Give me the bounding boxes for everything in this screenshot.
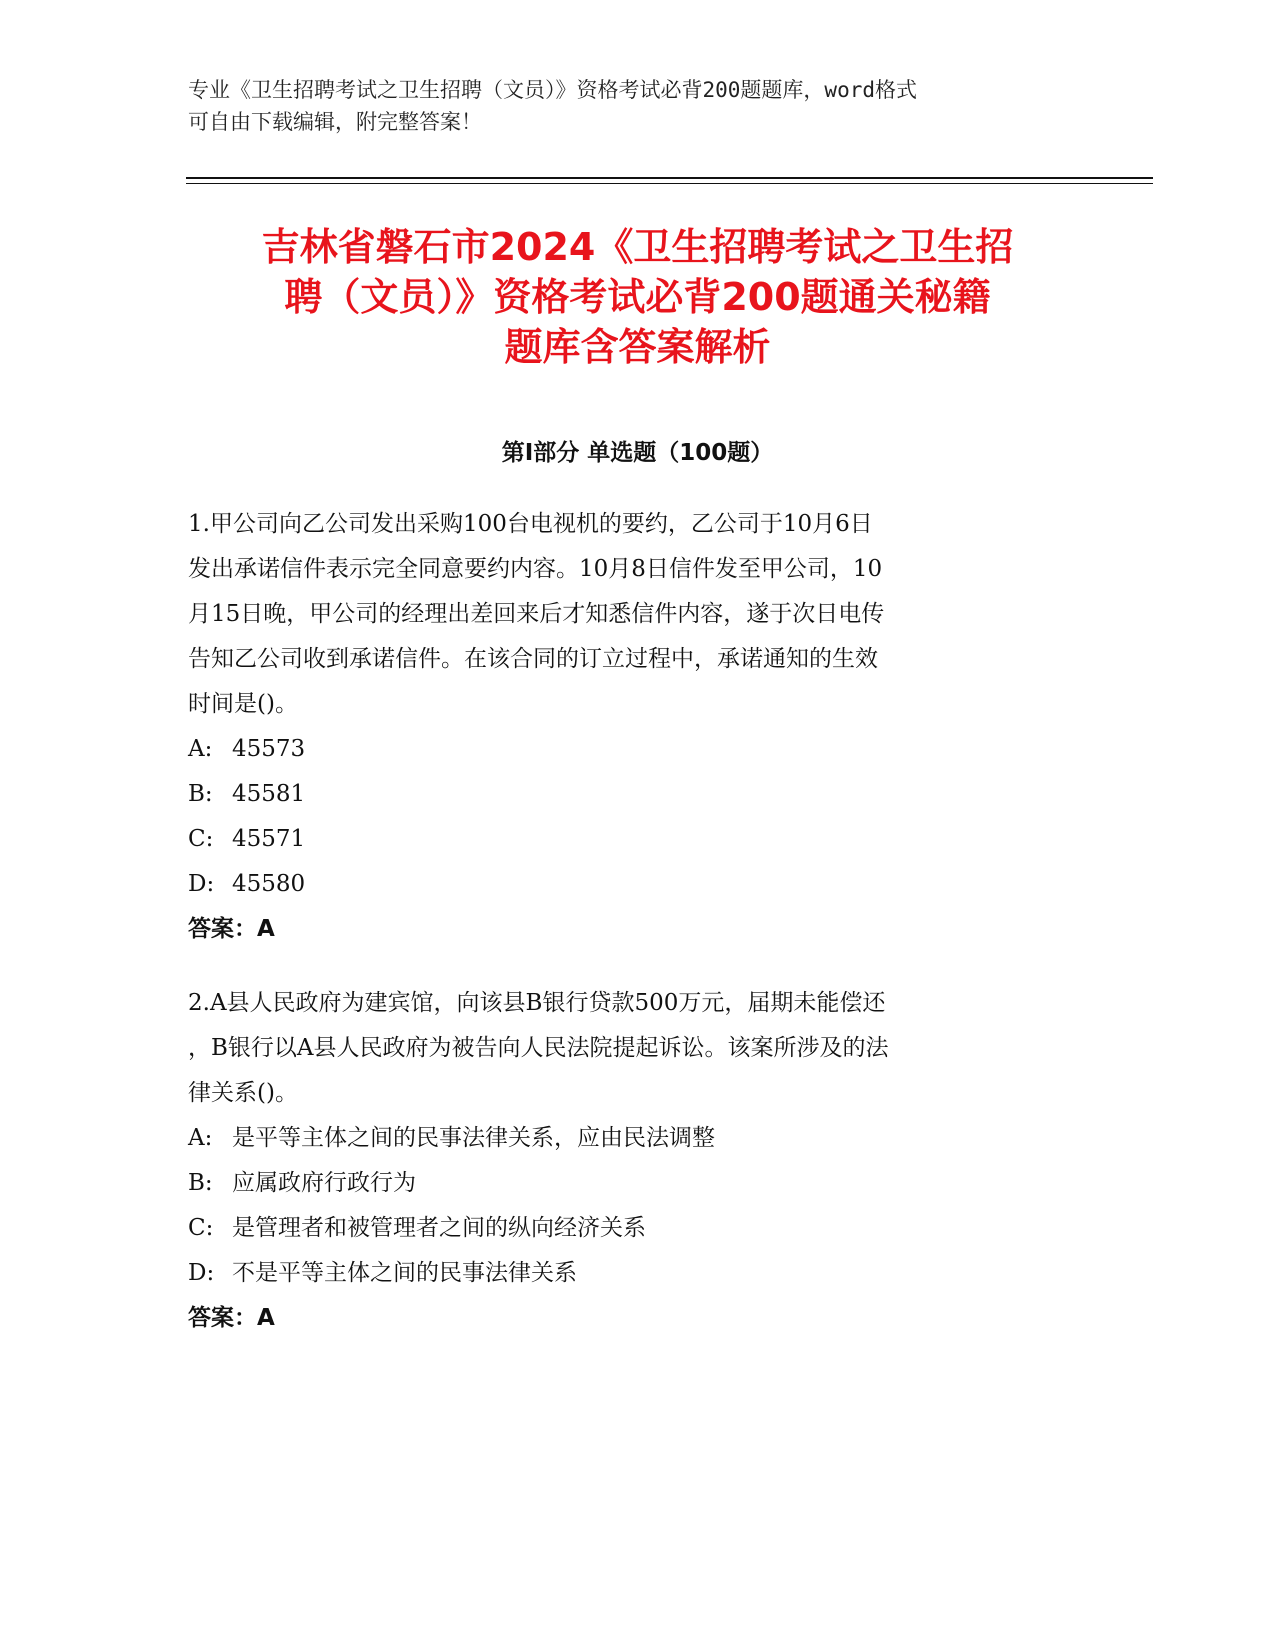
option-text: 45580: [232, 871, 306, 897]
document-title: [150, 222, 1125, 372]
option-key: D:: [188, 871, 215, 897]
option-text: 应属政府行政行为: [232, 1170, 416, 1196]
question-2: [188, 981, 1088, 1341]
header-note: [188, 74, 1068, 138]
section-heading: 第I部分 单选题（100题）: [501, 440, 774, 466]
question-text-line: 1.甲公司向乙公司发出采购100台电视机的要约，乙公司于10月6日: [188, 511, 873, 537]
option-text: 是平等主体之间的民事法律关系，应由民法调整: [232, 1125, 715, 1151]
title-line-2: 聘（文员）》资格考试必背200题通关秘籍: [284, 275, 991, 319]
option-key: B:: [188, 781, 213, 807]
option-b: [188, 1161, 1088, 1206]
header-note-line-2: 可自由下载编辑，附完整答案！: [188, 110, 482, 134]
title-line-3: 题库含答案解析: [504, 325, 771, 369]
header-divider-thick: [186, 177, 1153, 179]
question-text-line: 告知乙公司收到承诺信件。在该合同的订立过程中，承诺通知的生效: [188, 646, 878, 672]
question-text-line: 2.A县人民政府为建宾馆，向该县B银行贷款500万元，届期未能偿还: [188, 990, 886, 1016]
question-1: [188, 502, 1088, 952]
title-line-1: 吉林省磐石市2024《卫生招聘考试之卫生招: [261, 225, 1014, 269]
option-text: 45571: [232, 826, 306, 852]
option-text: 不是平等主体之间的民事法律关系: [232, 1260, 577, 1286]
option-c: [188, 1206, 1088, 1251]
option-key: C:: [188, 1215, 214, 1241]
question-text-line: 律关系()。: [188, 1080, 298, 1106]
option-b: [188, 772, 1088, 817]
option-d: [188, 1251, 1088, 1296]
option-text: 45573: [232, 736, 306, 762]
option-text: 是管理者和被管理者之间的纵向经济关系: [232, 1215, 646, 1241]
option-c: [188, 817, 1088, 862]
answer: 答案：A: [188, 916, 275, 942]
option-text: 45581: [232, 781, 306, 807]
option-key: A:: [188, 736, 213, 762]
question-text-line: 月15日晚，甲公司的经理出差回来后才知悉信件内容，遂于次日电传: [188, 601, 885, 627]
header-note-line-1: 专业《卫生招聘考试之卫生招聘（文员）》资格考试必背200题题库，word格式: [188, 78, 917, 102]
option-a: [188, 1116, 1088, 1161]
option-key: C:: [188, 826, 214, 852]
question-text-line: 发出承诺信件表示完全同意要约内容。10月8日信件发至甲公司，10: [188, 556, 883, 582]
answer: 答案：A: [188, 1305, 275, 1331]
question-text-line: 时间是()。: [188, 691, 298, 717]
option-key: A:: [188, 1125, 213, 1151]
option-d: [188, 862, 1088, 907]
option-key: B:: [188, 1170, 213, 1196]
header-divider-thin: [186, 183, 1153, 184]
question-text-line: ，B银行以A县人民政府为被告向人民法院提起诉讼。该案所涉及的法: [188, 1035, 889, 1061]
option-key: D:: [188, 1260, 215, 1286]
option-a: [188, 727, 1088, 772]
